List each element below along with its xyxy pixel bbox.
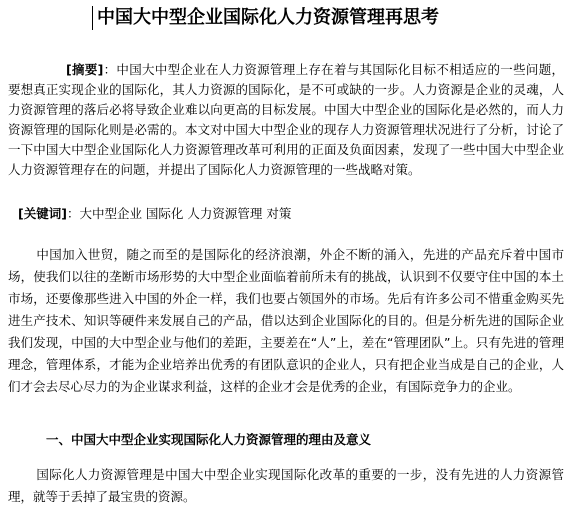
abstract-paragraph (8, 60, 564, 180)
paragraph-2-text: 国际化人力资源管理是中国大中型企业实现国际化改革的重要的一步，没有先进的人力资源管理，就等于丢掉了最宝贵的资源。 (8, 467, 564, 504)
abstract-text: ：中国大中型企业在人力资源管理上存在着与其国际化目标不相适应的一些问题，要想真正实现企业的国际化，其人力资源的国际化，是不可或缺的一步。人力资源是企业的灵魂，人力资源管理的落后必将导致企业难以向更高的目标发展。中国大中型企业的国际化是必然的，而人力资源管理的国际化则是必需的。本文对中国大中型企业的现存人力资源管理状况进行了分析，讨论了一下中国大中型企业国际化人力资源管理改革可利用的正面及负面因素，发现了一些中国大中型企业人力资源管理存在的问题，并提出了国际化人力资源管理的一些战略对策。 (8, 62, 564, 177)
keywords-line (18, 204, 291, 224)
keywords-label: [关键词] (18, 206, 67, 221)
document-title: 中国大中型企业国际化人力资源管理再思考 (92, 6, 439, 30)
body-paragraph-2 (8, 464, 564, 508)
paragraph-1-text: 中国加入世贸，随之而至的是国际化的经济浪潮，外企不断的涌入，先进的产品充斥着中国市场，使我们以往的垄断市场形势的大中型企业面临着前所未有的挑战，认识到不仅要守住中国的本土市场，还要像那些进入中国的外企一样，我们也要占领国外的市场。先后有许多公司不惜重金购买先进生产技术、知识等硬件来发展自己的产品，借以达到企业国际化的目的。但是分析先进的国际企业我们发现，中国的大中型企业与他们的差距，主要差在“人”上，差在“管理团队”上。只有先进的管理理念，管理体系，才能为企业培养出优秀的有团队意识的企业人，只有把企业当成是自己的企业，人们才会去尽心尽力的为企业谋求利益，这样的企业才会是优秀的企业，有国际竞争力的企业。 (8, 247, 564, 394)
abstract-label: [摘要] (66, 62, 104, 77)
section-heading-1: 一、中国大中型企业实现国际化人力资源管理的理由及意义 (46, 432, 372, 447)
keywords-text: ：大中型企业 国际化 人力资源管理 对策 (66, 206, 292, 221)
body-paragraph-1 (8, 244, 564, 398)
